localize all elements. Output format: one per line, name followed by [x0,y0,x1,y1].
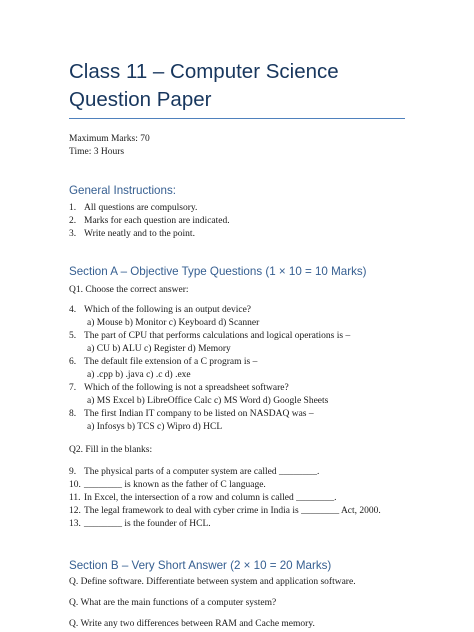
mcq-options: a) .cpp b) .java c) .c d) .exe [87,370,191,380]
section-a-heading: Section A – Objective Type Questions (1 × 10 = 10 Marks) [69,265,367,278]
short-answer-question: Q. What are the main functions of a computer system? [69,598,277,608]
mcq-question [69,304,414,317]
page-title: Class 11 – Computer Science Question Paper [69,60,339,111]
short-answer-question: Q. Define software. Differentiate between system and application software. [69,577,356,587]
fill-question [69,505,414,518]
item-number: 5. [69,331,77,341]
question-text: Which of the following is an output device? [84,305,251,315]
question-text: The part of CPU that performs calculations and logical operations is – [84,331,351,341]
mcq-options: a) Mouse b) Monitor c) Keyboard d) Scanner [87,318,260,328]
fill-question [69,518,414,531]
short-answer-question: Q. Write any two differences between RAM and Cache memory. [69,619,315,629]
mcq-question [69,356,414,369]
item-number: 4. [69,305,77,315]
item-number: 7. [69,383,77,393]
general-instructions [69,184,414,241]
item-number: 8. [69,409,77,419]
section-b-heading: Section B – Very Short Answer (2 × 10 = 20 Marks) [69,559,332,572]
question-text: The legal framework to deal with cyber crime in India is ________ Act, 2000. [84,506,381,516]
max-marks: Maximum Marks: 70 [69,134,150,144]
item-number: 11. [69,493,81,503]
section-b [69,559,414,631]
item-number: 3. [69,229,77,239]
instructions-heading: General Instructions: [69,184,176,197]
item-number: 10. [69,480,81,490]
question-text: In Excel, the intersection of a row and column is called ________. [84,493,337,503]
fill-question [69,492,414,505]
item-number: 12. [69,506,81,516]
mcq-options: a) Infosys b) TCS c) Wipro d) HCL [87,422,223,432]
item-text: Marks for each question are indicated. [84,216,230,226]
item-number: 9. [69,467,77,477]
question-text: ________ is the founder of HCL. [84,519,211,529]
question-text: Which of the following is not a spreadsheet software? [84,383,289,393]
fill-question [69,466,414,479]
mcq-options: a) MS Excel b) LibreOffice Calc c) MS Word d) Google Sheets [87,396,329,406]
time-allowed: Time: 3 Hours [69,147,125,157]
q1-prompt: Q1. Choose the correct answer: [69,285,189,295]
item-number: 6. [69,357,77,367]
item-number: 2. [69,216,77,226]
mcq-question [69,382,414,395]
item-text: All questions are compulsory. [84,203,198,213]
item-number: 1. [69,203,77,213]
fill-question [69,479,414,492]
item-text: Write neatly and to the point. [84,229,195,239]
mcq-options: a) CU b) ALU c) Register d) Memory [87,344,231,354]
exam-meta [69,133,414,159]
question-text: The default file extension of a C program is – [84,357,258,367]
list-item [69,215,414,228]
section-a [69,265,414,531]
fill-blanks-list [69,466,414,531]
title-underline [69,118,405,119]
list-item [69,202,414,215]
instructions-list [69,202,414,241]
question-text: The physical parts of a computer system are called ________. [84,467,320,477]
question-text: The first Indian IT company to be listed on NASDAQ was – [84,409,314,419]
item-number: 13. [69,519,81,529]
mcq-question [69,408,414,421]
q2-prompt: Q2. Fill in the blanks: [69,445,153,455]
mcq-list [69,304,414,434]
mcq-question [69,330,414,343]
question-text: ________ is known as the father of C language. [84,480,266,490]
list-item [69,228,414,241]
